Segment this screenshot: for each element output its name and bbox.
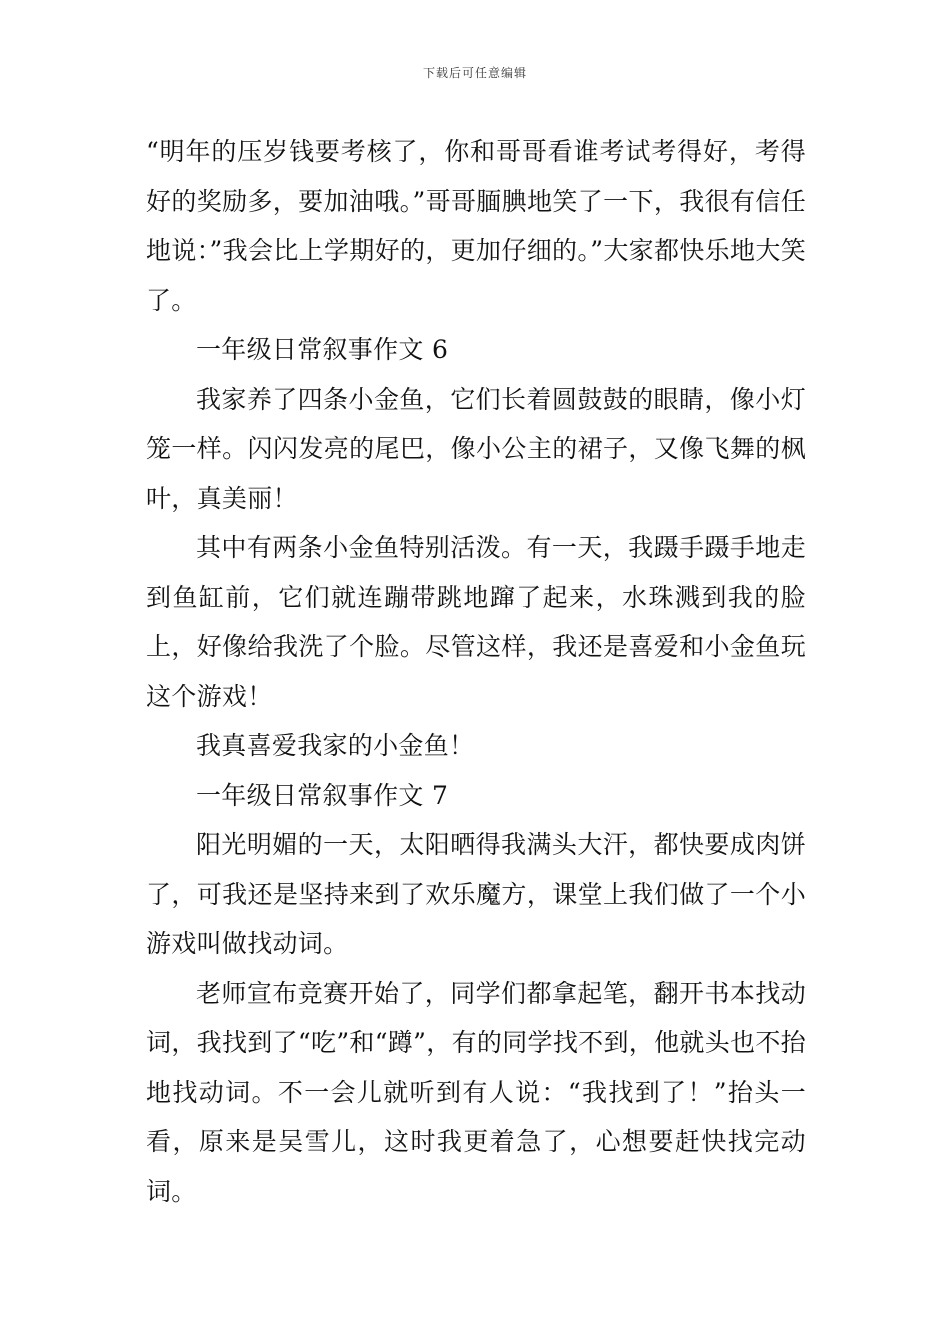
paragraph: 阳光明媚的一天，太阳晒得我满头大汗，都快要成肉饼了，可我还是坚持来到了欢乐魔方，课堂上我们做了一个小游戏叫做找动词。	[146, 830, 806, 958]
page-header: 下载后可任意编辑	[422, 66, 527, 80]
document-body	[146, 127, 806, 1216]
paragraph: 我真喜爱我家的小金鱼！	[196, 731, 475, 760]
paragraph: 其中有两条小金鱼特别活泼。有一天，我蹑手蹑手地走到鱼缸前，它们就连蹦带跳地蹿了起来，水珠溅到我的脸上，好像给我洗了个脸。尽管这样，我还是喜爱和小金鱼玩这个游戏！	[146, 533, 806, 711]
paragraph: “明年的压岁钱要考核了，你和哥哥看谁考试考得好，考得好的奖励多，要加油哦。”哥哥腼腆地笑了一下，我很有信任地说：”我会比上学期好的，更加仔细的。”大家都快乐地大笑了。	[146, 137, 806, 315]
essay-title: 一年级日常叙事作文 6	[196, 335, 449, 364]
essay-title: 一年级日常叙事作文 7	[196, 780, 449, 810]
paragraph: 我家养了四条小金鱼，它们长着圆鼓鼓的眼睛，像小灯笼一样。闪闪发亮的尾巴，像小公主的裙子，又像飞舞的枫叶，真美丽！	[146, 384, 806, 513]
paragraph: 老师宣布竞赛开始了，同学们都拿起笔，翻开书本找动词，我找到了“吃”和“蹲”，有的同学找不到，他就头也不抬地找动词。不一会儿就听到有人说：“我找到了！”抬头一看，原来是吴雪儿，这时我更着急了，心想要赶快找完动词。	[146, 978, 806, 1206]
